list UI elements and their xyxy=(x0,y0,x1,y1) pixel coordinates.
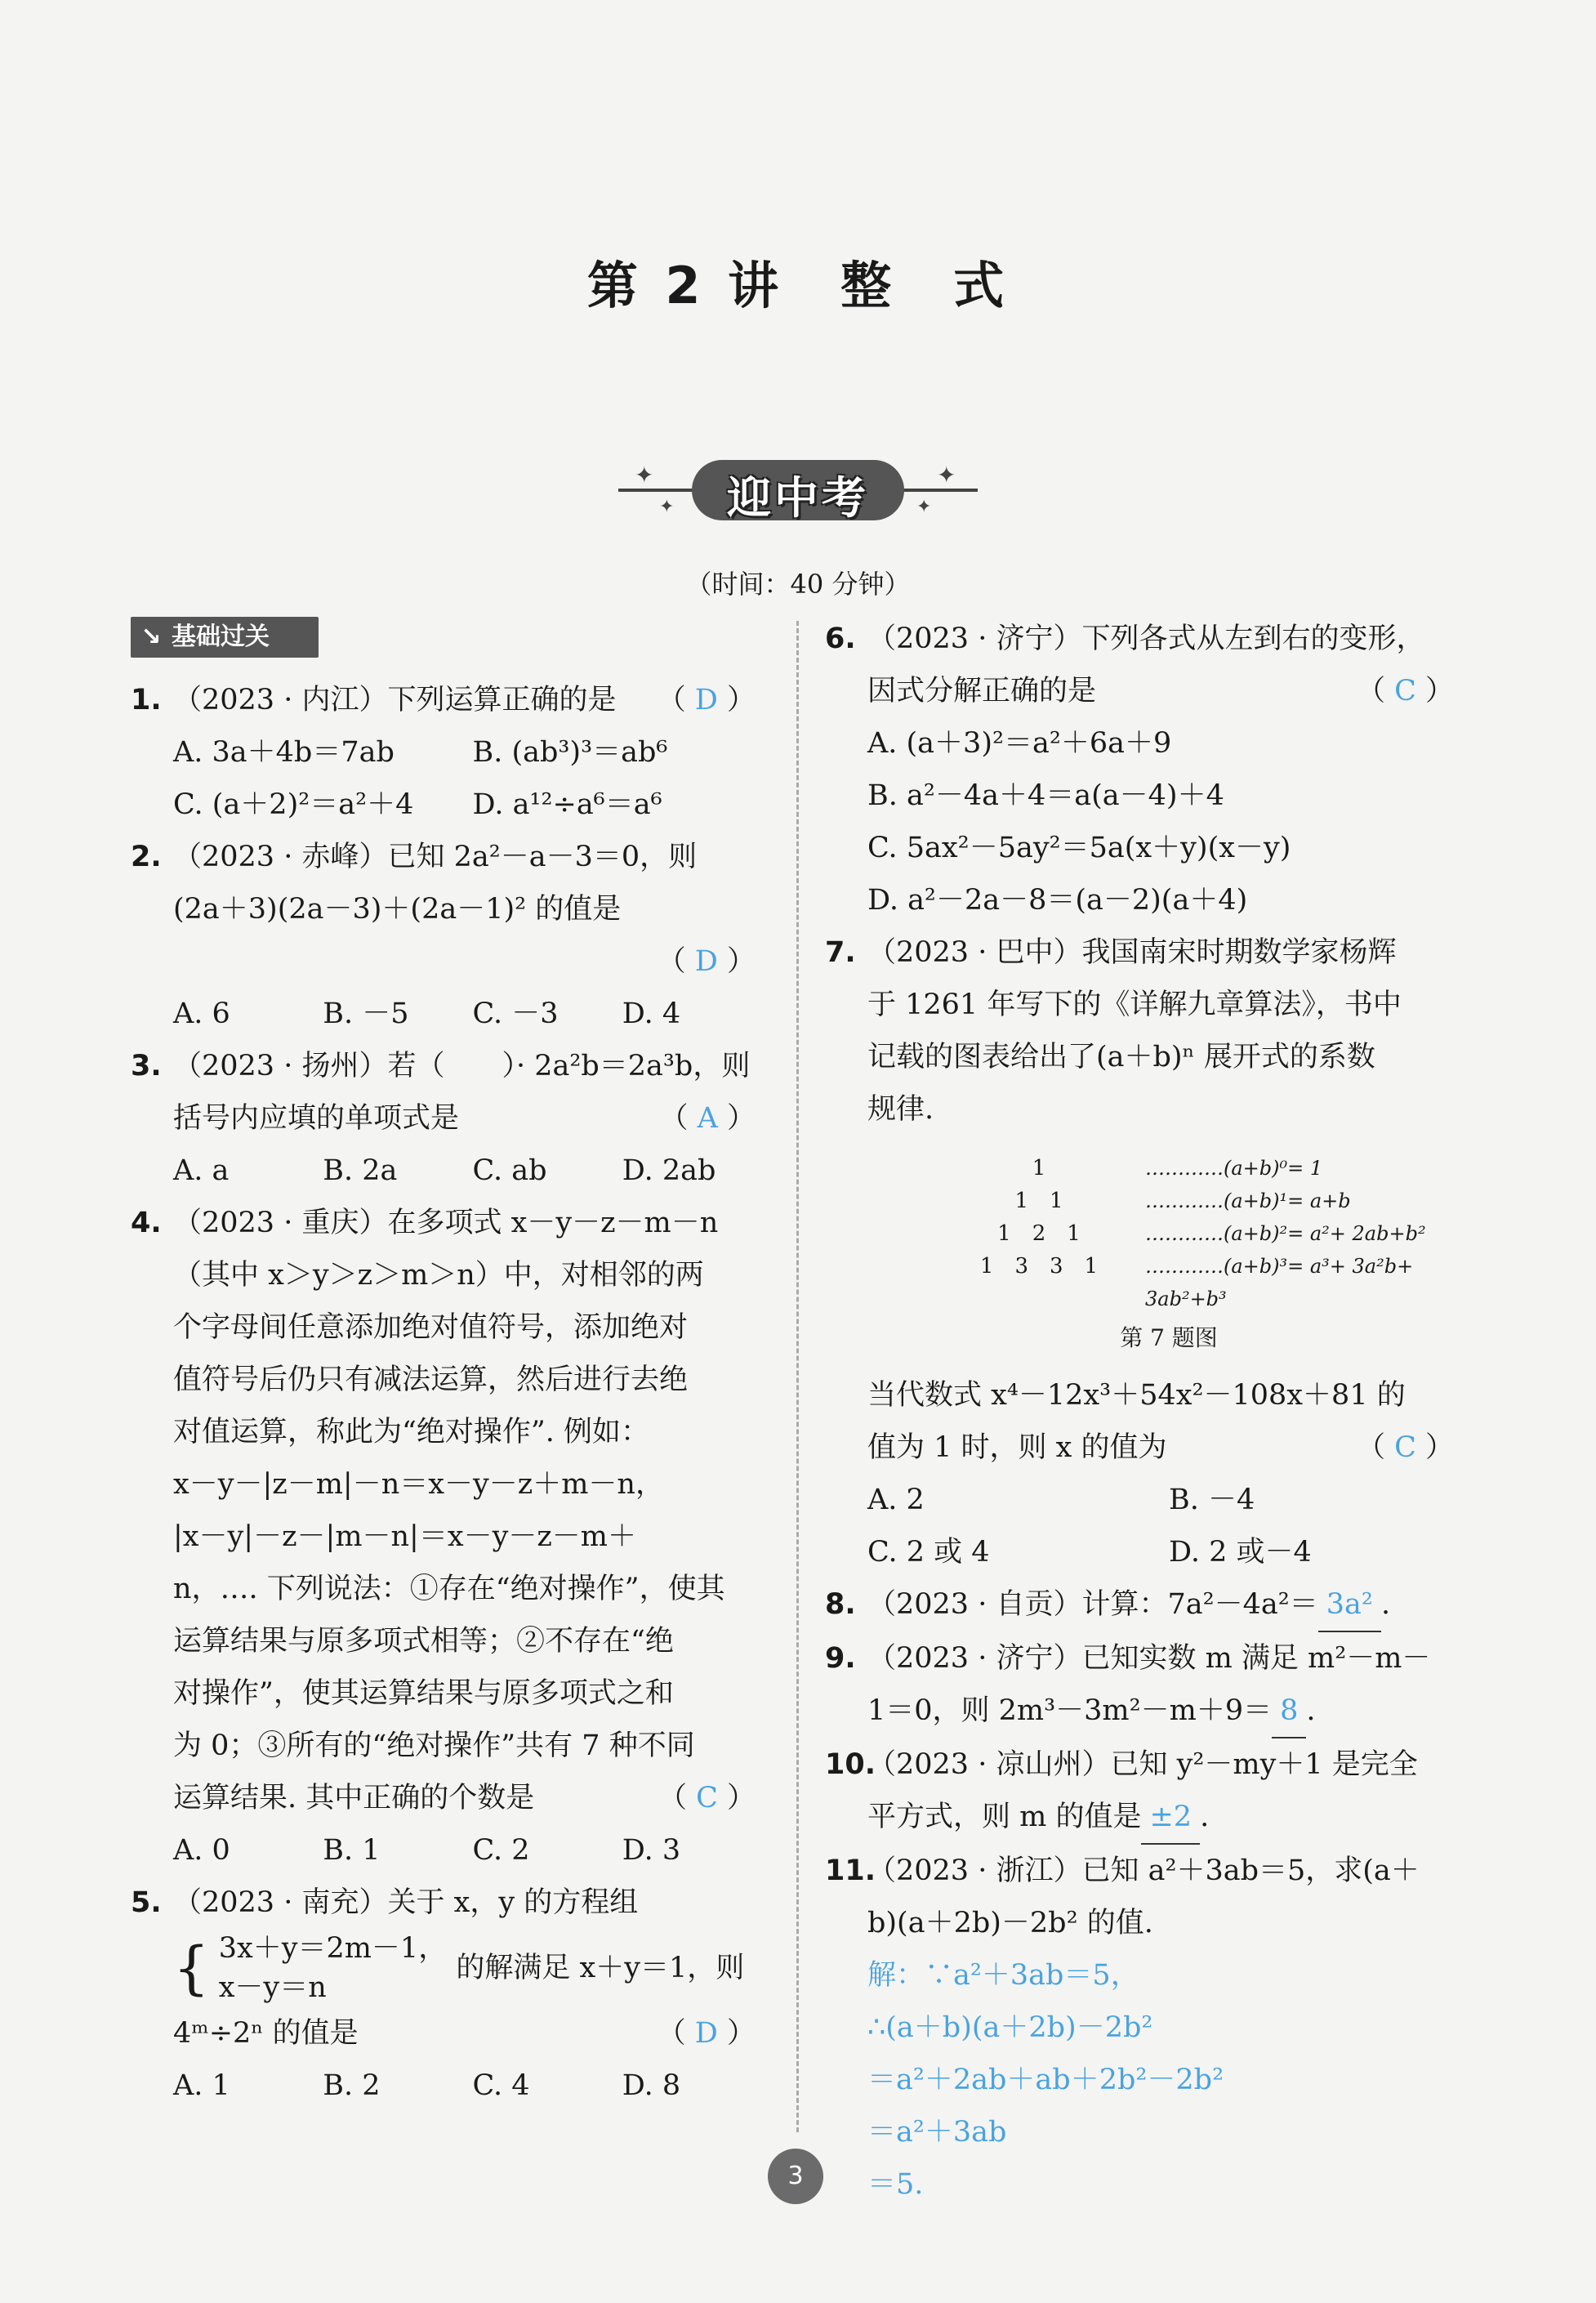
question-10: 10. （2023 · 凉山州）已知 y²－my＋1 是完全 平方式，则 m 的值是 ±2 . xyxy=(825,1738,1470,1845)
options: C. (a＋2)²＝a²＋4 D. a¹²÷a⁶＝a⁶ xyxy=(173,788,662,821)
options: A. a B. 2a C. ab D. 2ab xyxy=(173,1154,716,1187)
question-3: 3. （2023 · 扬州）若（ ）· 2a²b＝2a³b，则 括号内应填的单项式是 （ A ） A. a B. 2a C. ab D. 2ab xyxy=(131,1040,772,1197)
answer-blank: ±2 xyxy=(1141,1791,1200,1845)
options: C. 2 或 4 D. 2 或－4 xyxy=(867,1536,1312,1569)
banner-text: 迎中考 xyxy=(727,472,869,524)
answer-paren: （ D ） xyxy=(657,2017,756,2050)
pascal-triangle-figure xyxy=(916,1152,1470,1310)
options: A. 0 B. 1 C. 2 D. 3 xyxy=(173,1834,681,1867)
answer-paren: （ C ） xyxy=(1356,1431,1454,1464)
banner xyxy=(610,453,986,527)
answer-blank: 3a² xyxy=(1318,1578,1381,1632)
svg-text:✦: ✦ xyxy=(635,462,654,489)
page-title: 第 2 讲 整 式 xyxy=(586,256,1010,315)
svg-text:✦: ✦ xyxy=(937,462,956,489)
options: A. 1 B. 2 C. 4 D. 8 xyxy=(173,2069,681,2102)
left-column xyxy=(131,674,772,2112)
arrow-icon: ↘ xyxy=(140,623,162,651)
question-8: 8. （2023 · 自贡）计算：7a²－4a²＝ 3a² . xyxy=(825,1578,1470,1632)
answer-paren: （ C ） xyxy=(1356,675,1454,707)
right-column xyxy=(825,613,1470,2211)
svg-text:✦: ✦ xyxy=(659,497,675,517)
answer-paren: （ C ） xyxy=(658,1782,756,1814)
question-11: 11. （2023 · 浙江）已知 a²＋3ab＝5，求(a＋ b)(a＋2b)－2b² 的值. xyxy=(825,1854,1420,1939)
equation-system: { 3x＋y＝2m－1， x－y＝n 的解满足 x＋y＝1，则 xyxy=(173,1932,745,2004)
section-label: ↘ 基础过关 xyxy=(131,617,319,658)
question-5: 5. （2023 · 南充）关于 x，y 的方程组 { 3x＋y＝2m－1， x－y＝n 的解满足 x＋y＝1，则 4ᵐ÷2ⁿ 的值是 （ D ） A. 1 B. 2 C. 4 D. 8 xyxy=(131,1877,772,2112)
answer-paren: （ A ） xyxy=(659,1102,756,1135)
question-6: 6. （2023 · 济宁）下列各式从左到右的变形， 因式分解正确的是 （ C ） A. (a＋3)²＝a²＋6a＋9 B. a²－4a＋4＝a(a－4)＋4 C. 5ax²－5ay²＝5a(x＋y)(x－y) D. a²－2a－8＝(a－2)(a＋4) xyxy=(825,623,1454,917)
question-1: 1. （2023 · 内江）下列运算正确的是 （ D ） A. 3a＋4b＝7ab B. (ab³)³＝ab⁶ C. (a＋2)²＝a²＋4 D. a¹²÷a⁶＝a⁶ xyxy=(131,674,772,831)
question-4: 4. （2023 · 重庆）在多项式 x－y－z－m－n （其中 x＞y＞z＞m＞n）中，对相邻的两 个字母间任意添加绝对值符号，添加绝对 值符号后仍只有减法运算，然后进行去绝 对值运算，称此为“绝对操作”. 例如： x－y－|z－m|－n＝x－y－z＋m－n， |x－y|－z－|m－n|＝x－y－z－m＋ n，…. 下列说法：①存在“绝对操作”，使其 运算结果与原多项式相等；②不存在“绝 对操作”，使其运算结果与原多项式之和 为 0；③所有的“绝对操作”共有 7 种不同 运算结果. 其中正确的个数是 （ C ） A. 0 B. 1 C. 2 D. 3 xyxy=(131,1197,772,1877)
svg-text:✦: ✦ xyxy=(916,497,932,517)
column-divider xyxy=(796,621,799,2132)
question-9: 9. （2023 · 济宁）已知实数 m 满足 m²－m－ 1＝0，则 2m³－3m²－m＋9＝ 8 . xyxy=(825,1632,1470,1738)
question-2: 2. （2023 · 赤峰）已知 2a²－a－3＝0，则 (2a＋3)(2a－3)＋(2a－1)² 的值是 （ D ） A. 6 B. －5 C. －3 D. 4 xyxy=(131,831,772,1040)
question-7: 7. （2023 · 巴中）我国南宋时期数学家杨辉 于 1261 年写下的《详解九章算法》，书中 记载的图表给出了(a＋b)ⁿ 展开式的系数 规律. 1 1 1 1 2 1 1 3 3 1 …………(a+b)⁰= 1 …………(a+b)¹= a+b …………(a+b)²= a²+ 2ab+b² …………(a+b)³= a³+ 3a²b+ 3ab²+b³ 第 7 题图 当代数式 x⁴－12x³＋54x²－108x＋81 的 值为 1 时，则 x 的值为 （ C ） A. 2 B. －4 C. 2 或 4 D. 2 或－4 xyxy=(825,926,1470,1578)
expansion-rows: …………(a+b)⁰= 1 …………(a+b)¹= a+b …………(a+b)²= a²+ 2ab+b² …………(a+b)³= a³+ 3a²b+ 3ab²+b³ xyxy=(1145,1157,1426,1310)
time-note: （时间：40 分钟） xyxy=(685,569,911,600)
figure-caption: 第 7 题图 xyxy=(1120,1324,1218,1351)
options: A. 2 B. －4 xyxy=(867,1484,1255,1516)
options: A. 6 B. －5 C. －3 D. 4 xyxy=(173,998,681,1030)
answer-paren: （ D ） xyxy=(657,945,756,978)
answer-blank: 8 xyxy=(1272,1685,1306,1738)
page-number: 3 xyxy=(768,2149,823,2204)
solution: 解：∵a²＋3ab＝5， ∴(a＋b)(a＋2b)－2b² ＝a²＋2ab＋ab＋2b²－2b² ＝a²＋3ab ＝5. xyxy=(867,1959,1224,2201)
pascal-triangle: 1 1 1 1 2 1 1 3 3 1 xyxy=(979,1156,1099,1279)
answer-paren: （ D ） xyxy=(657,684,756,716)
options: A. 3a＋4b＝7ab B. (ab³)³＝ab⁶ xyxy=(173,736,668,769)
